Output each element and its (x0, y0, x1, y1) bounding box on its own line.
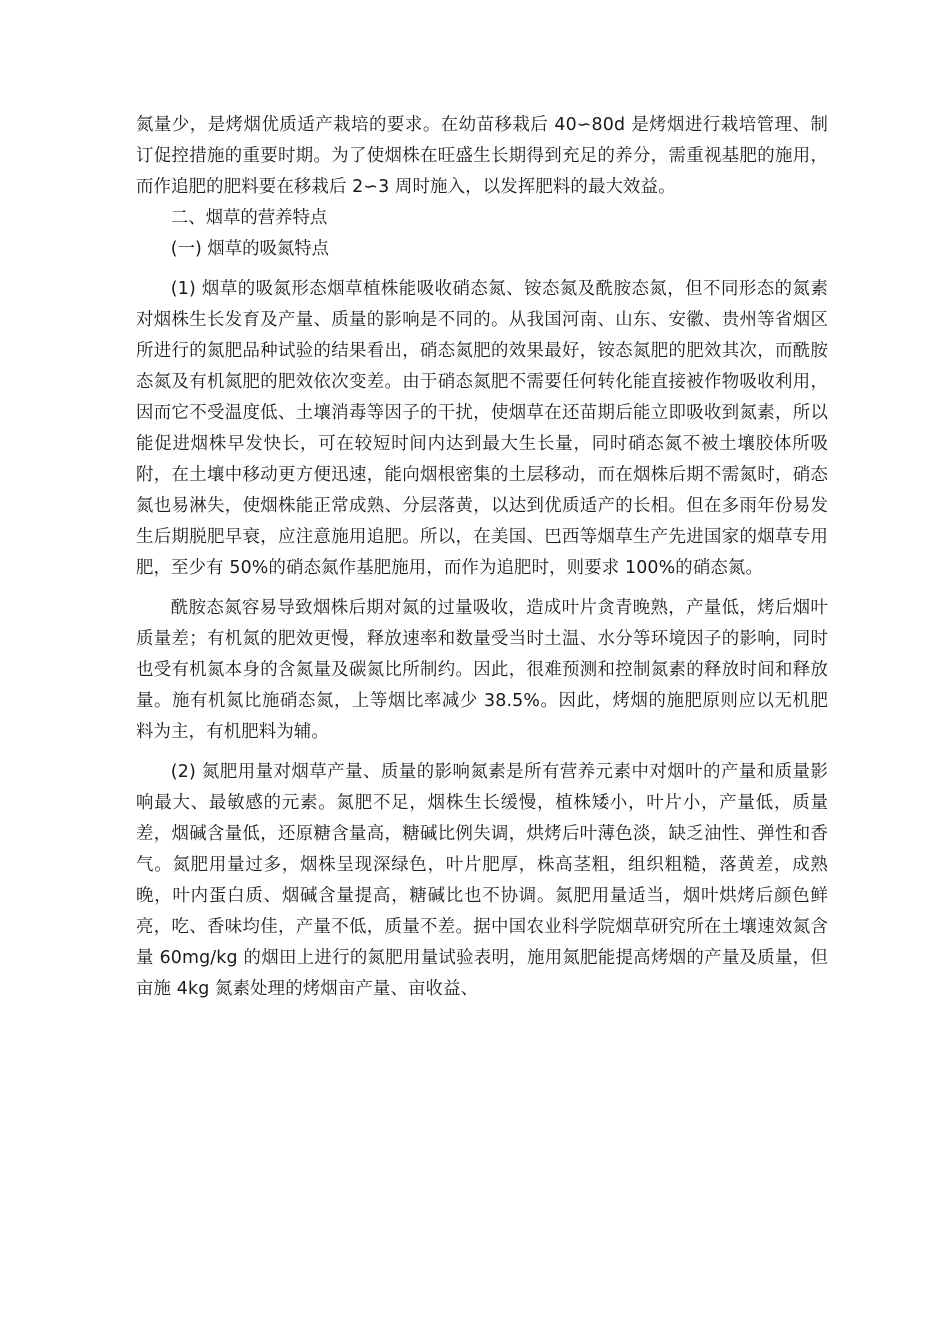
subsection-heading: (一) 烟草的吸氮特点 (170, 239, 330, 259)
paragraph-nitrogen-form: (1) 烟草的吸氮形态烟草植株能吸收硝态氮、铵态氮及酰胺态氮，但不同形态的氮素对烟株生长发育及产量、质量的影响是不同的。从我国河南、山东、安徽、贵州等省烟区所进行的氮肥品种试验的结果看出，硝态氮肥的效果最好，铵态氮肥的肥效其次，而酰胺态氮及有机氮肥的肥效依次变差。由于硝态氮肥不需要任何转化能直接被作物吸收利用，因而它不受温度低、土壤消毒等因子的干扰，使烟草在还苗期后能立即吸收到氮素，所以能促进烟株早发快长，可在较短时间内达到最大生长量，同时硝态氮不被土壤胶体所吸附，在土壤中移动更方便迅速，能向烟根密集的土层移动，而在烟株后期不需氮时，硝态氮也易淋失，使烟株能正常成熟、分层落黄，以达到优质适产的长相。但在多雨年份易发生后期脱肥早衰，应注意施用追肥。所以，在美国、巴西等烟草生产先进国家的烟草专用肥，至少有 50%的硝态氮作基肥施用，而作为追肥时，则要求 100%的硝态氮。 (136, 279, 828, 578)
section-heading: 二、烟草的营养特点 (170, 208, 328, 228)
document-page (136, 110, 828, 1005)
paragraph-continuation: 氮量少，是烤烟优质适产栽培的要求。在幼苗移栽后 40∽80d 是烤烟进行栽培管理、制订促控措施的重要时期。为了使烟株在旺盛生长期得到充足的养分，需重视基肥的施用，而作追肥的肥料要在移栽后 2∽3 周时施入，以发挥肥料的最大效益。 (136, 115, 828, 197)
paragraph-amide-nitrogen: 酰胺态氮容易导致烟株后期对氮的过量吸收，造成叶片贪青晚熟，产量低，烤后烟叶质量差；有机氮的肥效更慢，释放速率和数量受当时土温、水分等环境因子的影响，同时也受有机氮本身的含氮量及碳氮比所制约。因此，很难预测和控制氮素的释放时间和释放量。施有机氮比施硝态氮，上等烟比率减少 38.5%。因此，烤烟的施肥原则应以无机肥料为主，有机肥料为辅。 (136, 598, 828, 742)
paragraph-nitrogen-dosage: (2) 氮肥用量对烟草产量、质量的影响氮素是所有营养元素中对烟叶的产量和质量影响最大、最敏感的元素。氮肥不足，烟株生长缓慢，植株矮小，叶片小，产量低，质量差，烟碱含量低，还原糖含量高，糖碱比例失调，烘烤后叶薄色淡，缺乏油性、弹性和香气。氮肥用量过多，烟株呈现深绿色，叶片肥厚，株高茎粗，组织粗糙，落黄差，成熟晚，叶内蛋白质、烟碱含量提高，糖碱比也不协调。氮肥用量适当，烟叶烘烤后颜色鲜亮，吃、香味均佳，产量不低，质量不差。据中国农业科学院烟草研究所在土壤速效氮含量 60mg/kg 的烟田上进行的氮肥用量试验表明，施用氮肥能提高烤烟的产量及质量，但亩施 4kg 氮素处理的烤烟亩产量、亩收益、 (136, 762, 828, 999)
